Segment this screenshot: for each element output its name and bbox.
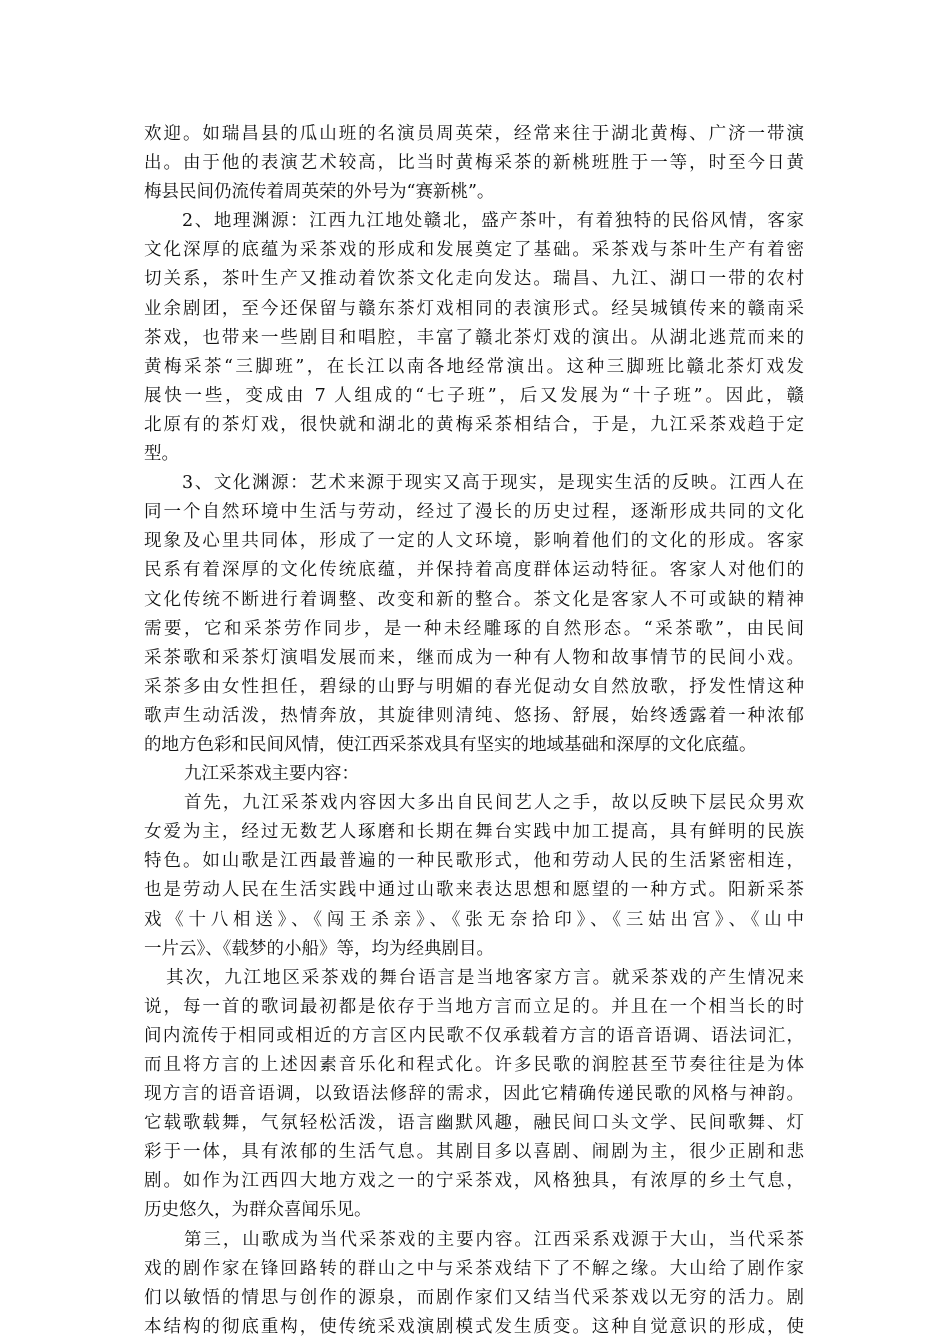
paragraph-third bbox=[144, 1226, 804, 1342]
text-line: 出。由于他的表演艺术较高，比当时黄梅采茶的新桃班胜于一等，时至今日黄 bbox=[144, 153, 804, 174]
text-line: 茶戏，也带来一些剧目和唱腔，丰富了赣北茶灯戏的演出。从湖北逃荒而来的 bbox=[144, 327, 804, 348]
text-line: 说，每一首的歌词最初都是依存于当地方言而立足的。并且在一个相当长的时 bbox=[144, 996, 804, 1017]
text-line: 的地方色彩和民间风情，使江西采茶戏具有坚实的地域基础和深厚的文化底蕴。 bbox=[144, 734, 757, 755]
text-line: 女爱为主，经过无数艺人琢磨和长期在舞台实践中加工提高，具有鲜明的民族 bbox=[144, 822, 804, 843]
text-line: 现象及心里共同体，形成了一定的人文环境，影响着他们的文化的形成。客家 bbox=[144, 531, 804, 552]
text-line: 切关系，茶叶生产又推动着饮茶文化走向发达。瑞昌、九江、湖口一带的农村 bbox=[144, 269, 804, 290]
text-line: 本结构的彻底重构，使传统采戏演剧模式发生质变。这种自觉意识的形成，使 bbox=[144, 1316, 804, 1337]
text-line: 民系有着深厚的文化传统底蕴，并保持着高度群体运动特征。客家人对他们的 bbox=[144, 560, 804, 581]
text-line: 特色。如山歌是江西最普遍的一种民歌形式，他和劳动人民的生活紧密相连， bbox=[144, 851, 804, 872]
text-line: 采茶歌和采茶灯演唱发展而来，继而成为一种有人物和故事情节的民间小戏。 bbox=[144, 647, 804, 668]
text-line: 也是劳动人民在生活实践中通过山歌来表达思想和愿望的一种方式。阳新采茶 bbox=[144, 880, 804, 901]
text-line: 文化传统不断进行着调整、改变和新的整合。茶文化是客家人不可或缺的精神 bbox=[144, 589, 804, 610]
text-line: 需要，它和采茶劳作同步，是一种未经雕琢的自然形态。“采茶歌”，由民间 bbox=[144, 618, 804, 639]
text-line: 它载歌载舞，气氛轻松活泼，语言幽默风趣，融民间口头文学、民间歌舞、灯 bbox=[144, 1113, 804, 1134]
text-line: 戏的剧作家在锋回路转的群山之中与采茶戏结下了不解之缘。大山给了剧作家 bbox=[144, 1258, 804, 1279]
text-line: 2、地理渊源：江西九江地处赣北，盛产茶叶，有着独特的民俗风情，客家 bbox=[182, 211, 804, 232]
text-line: 第三，山歌成为当代采茶戏的主要内容。江西采系戏源于大山，当代采茶 bbox=[184, 1229, 804, 1250]
text-line: 现方言的语音语调，以致语法修辞的需求，因此它精确传递民歌的风格与神韵。 bbox=[144, 1084, 804, 1105]
text-line: 彩于一体，具有浓郁的生活气息。其剧目多以喜剧、闹剧为主，很少正剧和悲 bbox=[144, 1142, 804, 1163]
text-line: 戏《十八相送》、《闯王杀亲》、《张无奈拾印》、《三姑出宫》、《山中 bbox=[144, 909, 804, 930]
paragraph-first bbox=[144, 789, 804, 964]
text-line: 采茶多由女性担任，碧绿的山野与明媚的春光促动女自然放歌，抒发性情这种 bbox=[144, 676, 804, 697]
text-line: 间内流传于相同或相近的方言区内民歌不仅承载着方言的语音语调、语法词汇， bbox=[144, 1025, 804, 1046]
text-line: 们以敏悟的情思与创作的源泉，而剧作家们又结当代采茶戏以无穷的活力。剧 bbox=[144, 1287, 804, 1308]
paragraph-geography bbox=[144, 207, 804, 469]
paragraph-1 bbox=[144, 120, 804, 207]
heading-line: 九江采茶戏主要内容： bbox=[184, 764, 359, 785]
text-line: 文化深厚的底蕴为采茶戏的形成和发展奠定了基础。采茶戏与茶叶生产有着密 bbox=[144, 240, 804, 261]
text-line: 型。 bbox=[144, 444, 179, 465]
text-line: 梅县民间仍流传着周英荣的外号为“赛新桃”。 bbox=[144, 182, 495, 203]
text-line: 同一个自然环境中生活与劳动，经过了漫长的历史过程，逐渐形成共同的文化 bbox=[144, 502, 804, 523]
section-heading bbox=[144, 760, 804, 789]
text-line: 展快一些，变成由 7 人组成的“七子班”，后又发展为“十子班”。因此，赣 bbox=[144, 385, 804, 406]
text-line: 业余剧团，至今还保留与赣东茶灯戏相同的表演形式。经吴城镇传来的赣南采 bbox=[144, 298, 804, 319]
text-line: 黄梅采茶“三脚班”，在长江以南各地经常演出。这种三脚班比赣北茶灯戏发 bbox=[144, 356, 804, 377]
text-line: 其次，九江地区采茶戏的舞台语言是当地客家方言。就采茶戏的产生情况来 bbox=[166, 967, 804, 988]
text-line: 剧。如作为江西四大地方戏之一的宁采茶戏，风格独具，有浓厚的乡土气息， bbox=[144, 1171, 804, 1192]
document-page bbox=[144, 120, 804, 1342]
text-line: 历史悠久，为群众喜闻乐见。 bbox=[144, 1200, 372, 1221]
paragraph-culture bbox=[144, 469, 804, 760]
paragraph-second bbox=[144, 964, 804, 1226]
text-line: 欢迎。如瑞昌县的瓜山班的名演员周英荣，经常来往于湖北黄梅、广济一带演 bbox=[144, 124, 804, 144]
text-line: 而且将方言的上述因素音乐化和程式化。许多民歌的润腔甚至节奏往往是为体 bbox=[144, 1055, 804, 1075]
text-line: 歌声生动活泼，热情奔放，其旋律则清纯、悠扬、舒展，始终透露着一种浓郁 bbox=[144, 705, 804, 726]
text-line: 北原有的茶灯戏，很快就和湖北的黄梅采茶相结合，于是，九江采茶戏趋于定 bbox=[144, 414, 804, 435]
text-line: 首先，九江采茶戏内容因大多出自民间艺人之手，故以反映下层民众男欢 bbox=[184, 793, 804, 814]
text-line: 3、文化渊源：艺术来源于现实又高于现实，是现实生活的反映。江西人在 bbox=[182, 473, 804, 494]
text-line: 一片云》、《载梦的小船》等，均为经典剧目。 bbox=[144, 938, 494, 959]
